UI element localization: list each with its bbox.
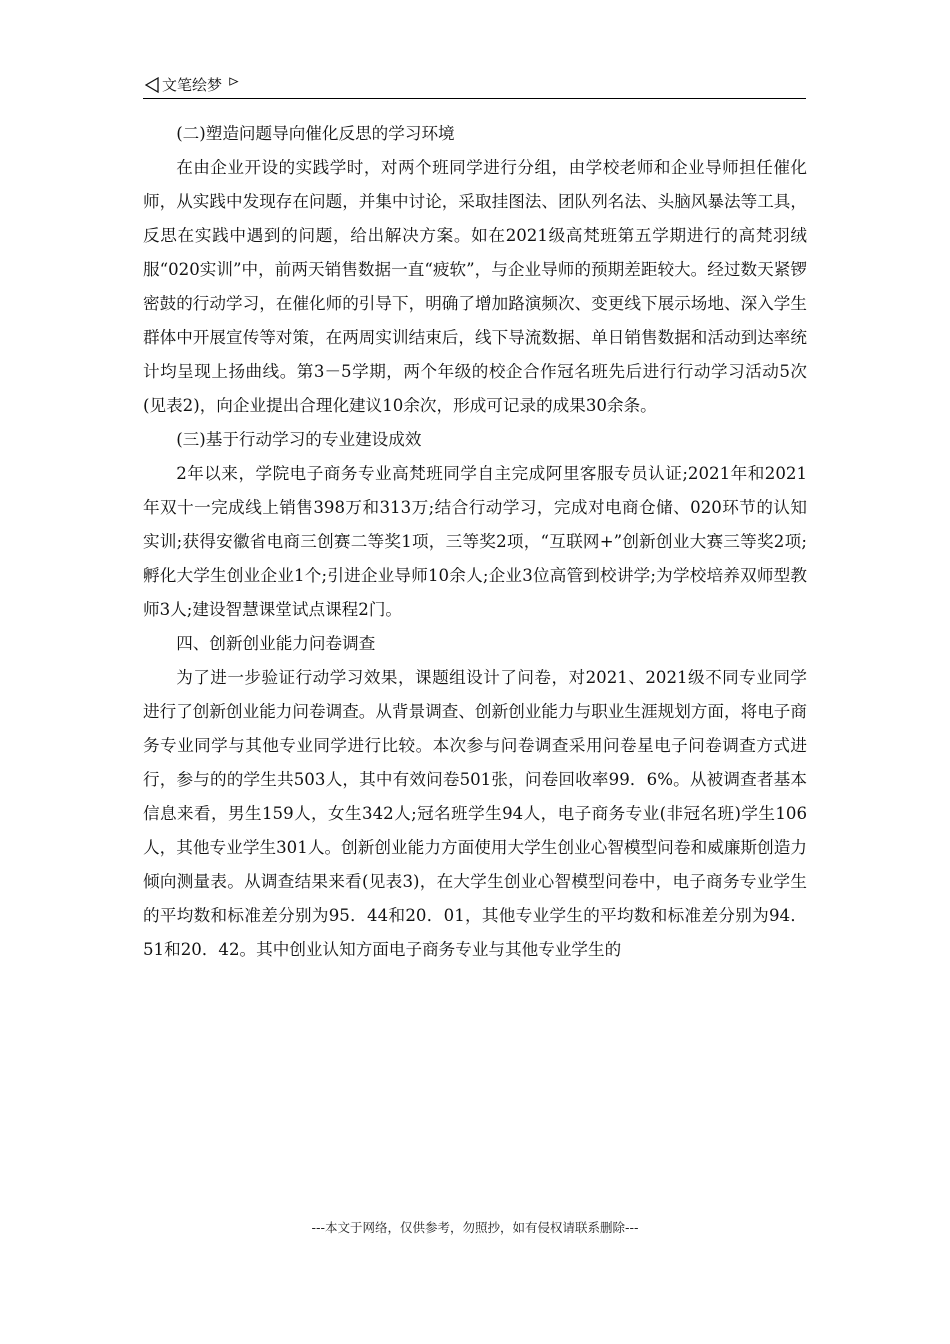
page-header xyxy=(143,72,806,99)
section-heading: (二)塑造问题导向催化反思的学习环境 xyxy=(176,124,455,143)
paragraph: 2年以来，学院电子商务专业高梵班同学自主完成阿里客服专员认证;2021年和2021年双十一完成线上销售398万和313万;结合行动学习，完成对电商仓储、020环节的认知实训;获得安徽省电商三创赛二等奖1项，三等奖2项，“互联网+”创新创业大赛三等奖2项;孵化大学生创业企业1个;引进企业导师10余人;企业3位高管到校讲学;为学校培养双师型教师3人;建设智慧课堂试点课程2门。 xyxy=(143,464,807,619)
brand-text: 文笔绘梦 xyxy=(162,76,223,94)
section-heading: (三)基于行动学习的专业建设成效 xyxy=(176,430,422,449)
section-heading: 四、创新创业能力问卷调查 xyxy=(176,634,376,653)
page-footer: ---本文于网络，仅供参考，勿照抄，如有侵权请联系删除--- xyxy=(311,1220,639,1235)
right-triangle-icon xyxy=(229,77,239,89)
header-brand xyxy=(145,74,239,95)
left-triangle-icon xyxy=(145,77,159,93)
paragraph: 在由企业开设的实践学时，对两个班同学进行分组，由学校老师和企业导师担任催化师，从实践中发现存在问题，并集中讨论，采取挂图法、团队列名法、头脑风暴法等工具，反思在实践中遇到的问题，给出解决方案。如在2021级高梵班第五学期进行的高梵羽绒服“020实训”中，前两天销售数据一直“疲软”，与企业导师的预期差距较大。经过数天紧锣密鼓的行动学习，在催化师的引导下，明确了增加路演频次、变更线下展示场地、深入学生群体中开展宣传等对策，在两周实训结束后，线下导流数据、单日销售数据和活动到达率统计均呈现上扬曲线。第3－5学期，两个年级的校企合作冠名班先后进行行动学习活动5次(见表2)，向企业提出合理化建议10余次，形成可记录的成果30余条。 xyxy=(143,158,807,415)
body-text xyxy=(143,117,807,967)
paragraph: 为了进一步验证行动学习效果，课题组设计了问卷，对2021、2021级不同专业同学进行了创新创业能力问卷调查。从背景调查、创新创业能力与职业生涯规划方面，将电子商务专业同学与其他专业同学进行比较。本次参与问卷调查采用问卷星电子问卷调查方式进行，参与的的学生共503人，其中有效问卷501张，问卷回收率99．6%。从被调查者基本信息来看，男生159人，女生342人;冠名班学生94人，电子商务专业(非冠名班)学生106人，其他专业学生301人。创新创业能力方面使用大学生创业心智模型问卷和威廉斯创造力倾向测量表。从调查结果来看(见表3)，在大学生创业心智模型问卷中，电子商务专业学生的平均数和标准差分别为95．44和20．01，其他专业学生的平均数和标准差分别为94．51和20．42。其中创业认知方面电子商务专业与其他专业学生的 xyxy=(143,668,807,959)
